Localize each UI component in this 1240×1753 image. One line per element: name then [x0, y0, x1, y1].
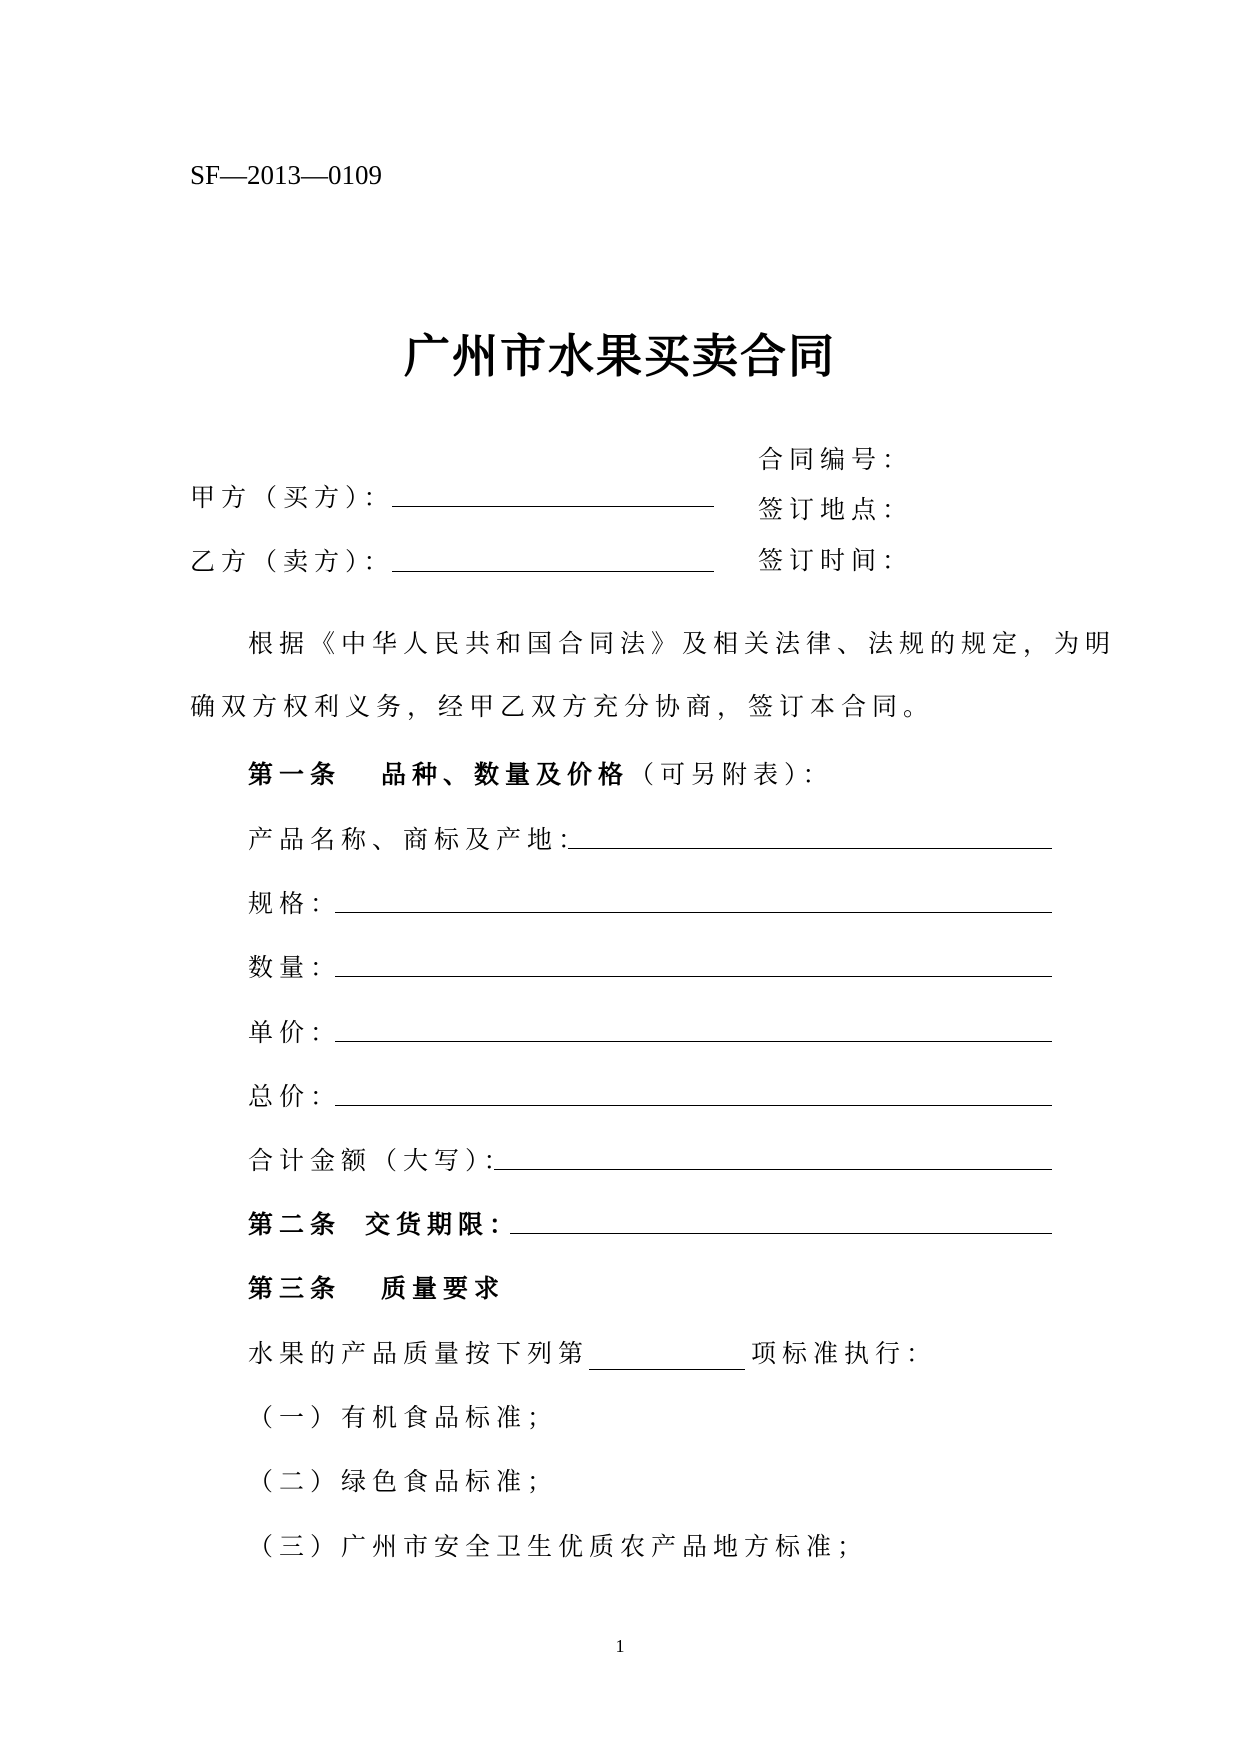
contract-title: 广州市水果买卖合同 — [404, 329, 836, 383]
article-3-title: 质量要求 — [381, 1274, 506, 1303]
field-spec-label: 规格： — [248, 889, 342, 918]
field-total-amount-label: 合计金额（大写）： — [248, 1146, 515, 1175]
standard-item-1: （一）有机食品标准； — [248, 1403, 559, 1432]
article-1-note: （可另附表）： — [629, 760, 834, 789]
buyer-label: 甲方（买方）： — [190, 483, 395, 512]
article-2-number: 第二条 — [248, 1210, 342, 1239]
article-2-title: 交货期限： — [365, 1210, 521, 1239]
field-product-name-label: 产品名称、商标及产地： — [248, 825, 590, 854]
article-1-heading — [248, 755, 834, 791]
field-unit-price-blank[interactable] — [335, 1041, 1052, 1042]
article-3-heading — [248, 1269, 505, 1305]
buyer-blank[interactable] — [392, 506, 714, 507]
article-3-number: 第三条 — [248, 1274, 342, 1303]
sign-time-label: 签订时间： — [758, 546, 914, 575]
preamble-line-2: 确双方权利义务，经甲乙双方充分协商，签订本合同。 — [190, 692, 935, 721]
seller-blank[interactable] — [392, 571, 714, 572]
article-2-heading — [248, 1205, 520, 1241]
contract-number-label: 合同编号： — [758, 445, 914, 474]
field-quantity-label: 数量： — [248, 953, 342, 982]
page-number: 1 — [615, 1636, 625, 1656]
document-code: SF—2013—0109 — [190, 160, 383, 190]
field-total-amount-blank[interactable] — [494, 1169, 1052, 1170]
preamble-line-1: 根据《中华人民共和国合同法》及相关法律、法规的规定，为明 — [248, 629, 1117, 658]
delivery-deadline-blank[interactable] — [510, 1233, 1052, 1234]
article-1-title: 品种、数量及价格 — [381, 760, 630, 789]
quality-standard-after: 项标准执行： — [751, 1339, 938, 1368]
field-product-name-blank[interactable] — [568, 848, 1052, 849]
field-quantity-blank[interactable] — [335, 976, 1052, 977]
field-spec-blank[interactable] — [335, 912, 1052, 913]
quality-standard-line — [248, 1334, 937, 1370]
standard-item-3: （三）广州市安全卫生优质农产品地方标准； — [248, 1532, 869, 1561]
sign-place-label: 签订地点： — [758, 495, 914, 524]
article-1-number: 第一条 — [248, 760, 342, 789]
standard-item-2: （二）绿色食品标准； — [248, 1467, 559, 1496]
field-total-price-blank[interactable] — [335, 1105, 1052, 1106]
quality-standard-blank[interactable] — [589, 1345, 745, 1370]
seller-label: 乙方（卖方）： — [190, 547, 395, 576]
quality-standard-before: 水果的产品质量按下列第 — [248, 1339, 590, 1368]
field-unit-price-label: 单价： — [248, 1018, 342, 1047]
field-total-price-label: 总价： — [248, 1082, 342, 1111]
